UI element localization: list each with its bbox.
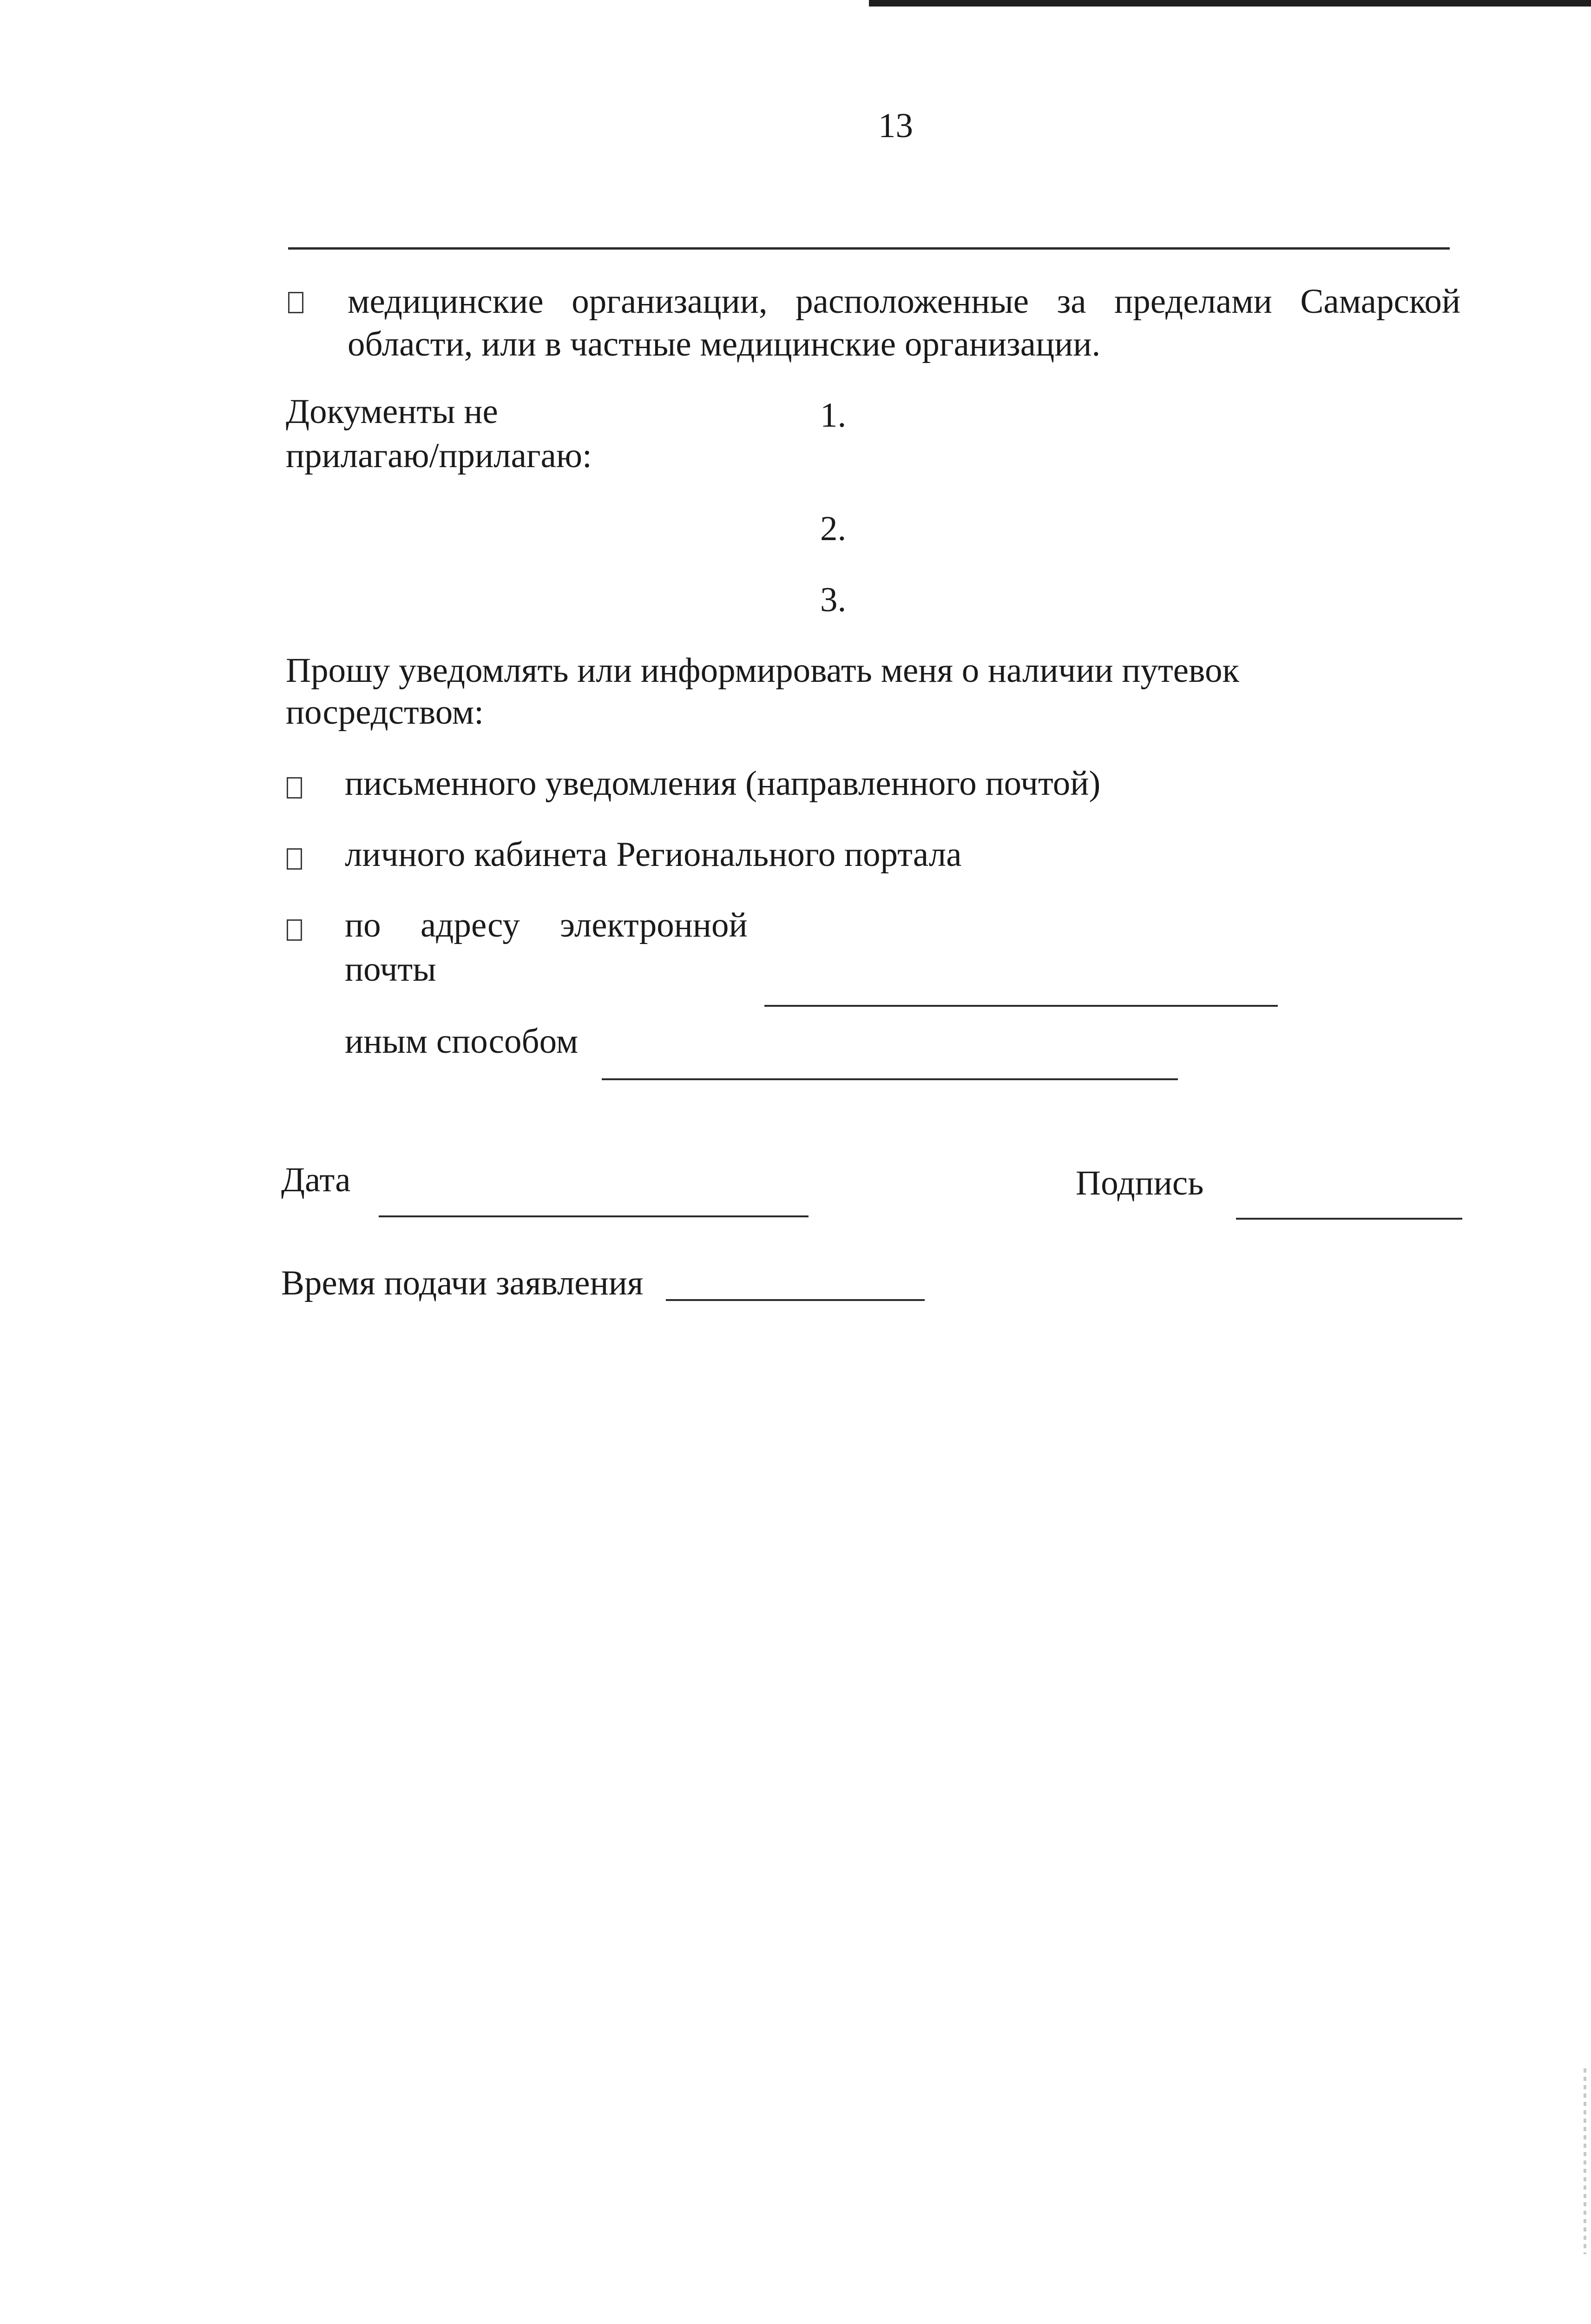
notify-option-portal: личного кабинета Регионального портала <box>345 835 962 874</box>
header-rule <box>288 247 1450 250</box>
other-way-label: иным способом <box>345 1022 579 1061</box>
documents-label-line2: прилагаю/прилагаю: <box>286 436 592 475</box>
checkbox-icon[interactable] <box>287 919 302 941</box>
signature-input-line[interactable] <box>1236 1218 1462 1220</box>
checkbox-icon[interactable] <box>287 848 302 870</box>
date-label: Дата <box>281 1161 351 1199</box>
document-item-2: 2. <box>820 509 847 548</box>
documents-label-line1: Документы не <box>286 392 498 431</box>
notify-intro-line2: посредством: <box>286 693 484 732</box>
notify-intro-line1: Прошу уведомлять или информировать меня о наличии путевок <box>286 651 1239 690</box>
notify-option-email-word3: электронной <box>560 906 748 944</box>
document-item-3: 3. <box>820 581 847 619</box>
medical-org-option-line2: области, или в частные медицинские организации. <box>348 325 1101 363</box>
submit-time-label: Время подачи заявления <box>281 1264 644 1302</box>
other-way-input-line[interactable] <box>602 1078 1178 1080</box>
submit-time-input-line[interactable] <box>666 1299 925 1301</box>
notify-option-email-word1: по <box>345 906 381 944</box>
scan-edge-line <box>869 0 1591 7</box>
date-input-line[interactable] <box>379 1215 809 1217</box>
notify-option-email-line2: почты <box>345 950 436 989</box>
medical-org-option-line1: медицинские организации, расположенные за пределами Самарской <box>348 282 1460 321</box>
checkbox-icon[interactable] <box>287 777 302 799</box>
notify-option-postal: письменного уведомления (направленного почтой) <box>345 764 1101 803</box>
checkbox-icon[interactable] <box>288 292 303 313</box>
notify-option-email-word2: адресу <box>421 906 520 944</box>
document-item-1: 1. <box>820 396 847 435</box>
scan-edge-dots <box>1584 2068 1586 2254</box>
page-number: 13 <box>878 106 913 145</box>
email-input-line[interactable] <box>764 1005 1278 1007</box>
signature-label: Подпись <box>1076 1164 1204 1202</box>
